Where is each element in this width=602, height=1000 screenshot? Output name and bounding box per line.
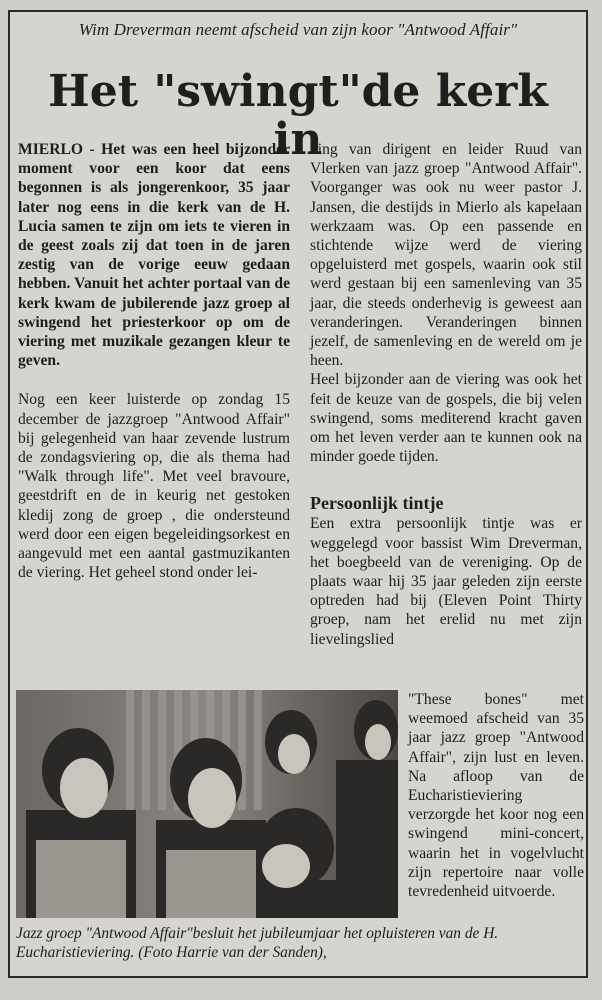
right-column-lower (408, 690, 584, 901)
body-paragraph-4: Een extra persoonlijk tintje was er weggelegd voor bassist Wim Dreverman, het boegbeeld van de vereniging. Op de plaats waar hij 35 jaar geleden zijn eerste optreden had bij (Eleven Point Thirty groep, nam het erelid nu met zijn lievelingslied (310, 515, 582, 648)
body-paragraph-3: Heel bijzonder aan de viering was ook het feit de keuze van de gospels, die bij velen swingend, soms mediterend kracht gaven om het leven verder aan te kunnen ook na minder goede tijden. (310, 371, 582, 466)
kicker: Wim Dreverman neemt afscheid van zijn koor "Antwood Affair" (78, 20, 518, 39)
photo-caption: Jazz groep "Antwood Affair"besluit het jubileumjaar het opluisteren van de H. Eucharistieviering. (Foto Harrie van der Sanden), (16, 925, 499, 961)
body-paragraph-2: ding van dirigent en leider Ruud van Vlerken van jazz groep "Antwood Affair". Voorganger was ook nu weer pastor J. Jansen, die destijds in Mierlo als kapelaan werkzaam was. Op een passende en stichtende wijze werd de viering opgeluisterd met gospels, waarin ook stil werd gestaan bij een samenleving van 35 jaar, die steeds onderhevig is geweest aan veranderingen. Veranderingen binnen jezelf, de samenleving en de wereld om je heen. (310, 141, 582, 370)
choir-photo-image (16, 690, 398, 918)
newspaper-clipping (8, 10, 588, 978)
left-column (18, 140, 290, 582)
subheading: Persoonlijk tintje (310, 493, 444, 514)
lead-paragraph: MIERLO - Het was een heel bijzonder moment voor een koor dat eens begonnen is als jongerenkoor, 35 jaar later nog eens in die kerk van de H. Lucia samen te zijn om iets te vieren in de geest zoals zij dat toen in de jaren zestig van de vorige eeuw gedaan hebben. Vanuit het achter portaal van de kerk kwam de jubilerende jazz groep al swingend het priesterkoor op om de viering met muzikale gezangen kleur te geven. (18, 141, 290, 370)
body-paragraph-5: "These bones" met weemoed afscheid van 35 jaar jazz groep "Antwood Affair", zijn lust en leven. Na afloop van de Eucharistieviering verzorgde het koor nog een swingend mini-concert, waarin het in vogelvlucht zijn repertoire naar volle tevredenheid uitvoerde. (408, 691, 584, 901)
body-paragraph-1: Nog een keer luisterde op zondag 15 december de jazzgroep "Antwood Affair" bij gelegenheid van haar zevende lustrum de zondagsviering op, die als thema had "Walk through life". Met veel bravoure, geestdrift en de in keurig net gestoken kledij zong de groep , die ondersteund werd door een eigen begeleidingsorkest en aangevuld met een aantal gastmuzikanten de viering. Het geheel stond onder lei- (18, 391, 290, 582)
right-column (310, 140, 582, 649)
headline: Het "swingt"de kerk in (48, 66, 548, 165)
choir-photo (16, 690, 398, 918)
